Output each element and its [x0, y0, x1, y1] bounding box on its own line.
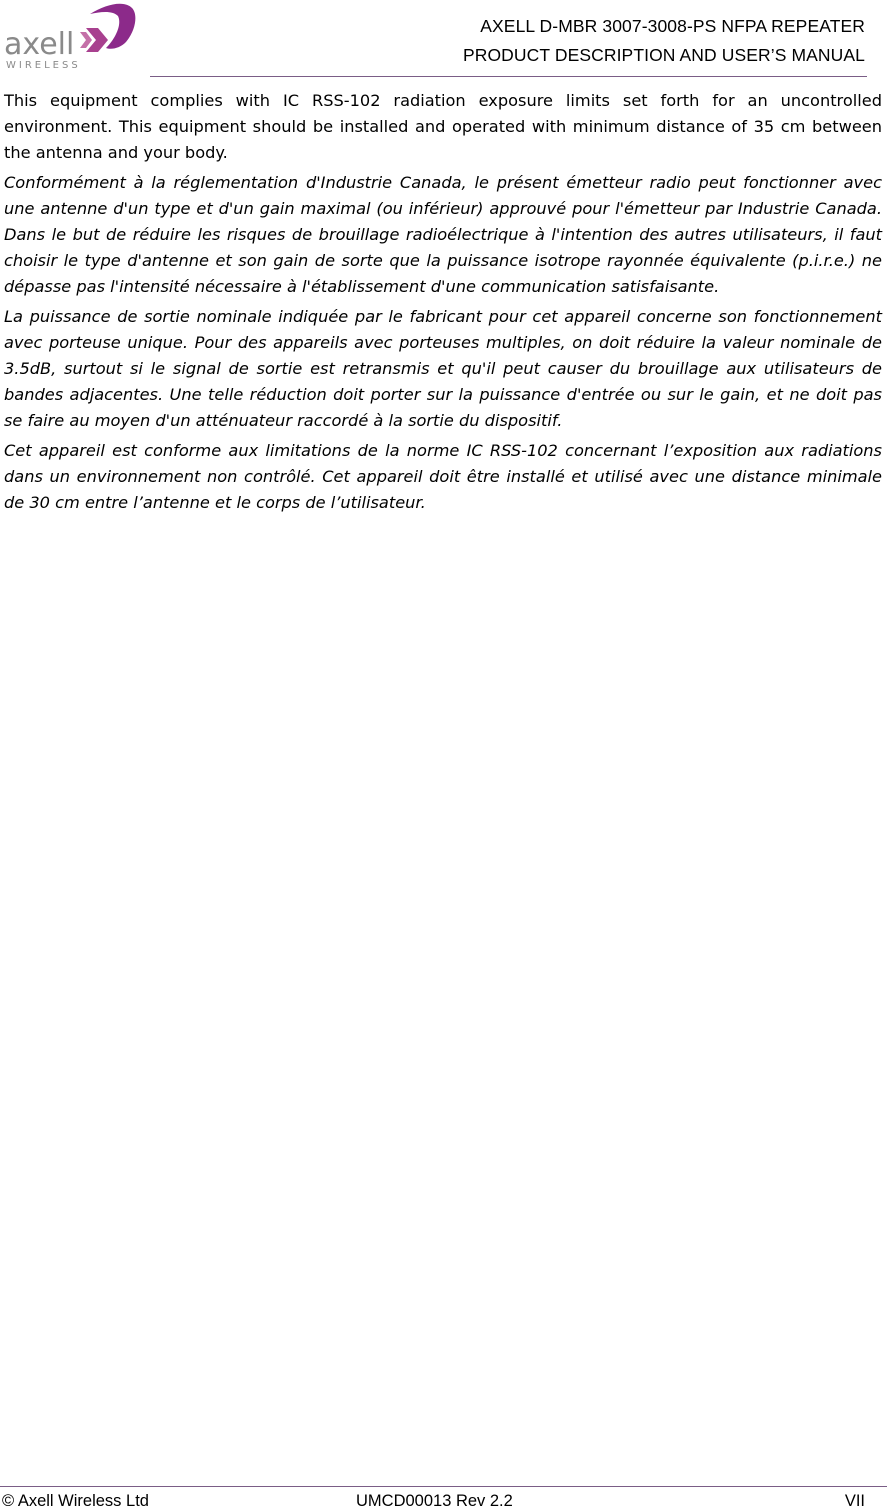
paragraph-french-output-power-notice: La puissance de sortie nominale indiquée par le fabricant pour cet appareil concerne son fonctionnement avec porteuse unique. Pour des appareils avec porteuses multiples, on doit réduire la valeur nominale de 3.5dB, surtout si le signal de sortie est retransmis et qu'il peut causer du brouillage aux utilisateurs de bandes adjacentes. Une telle réduction doit porter sur la puissance d'entrée ou sur le gain, et ne doit pas se faire au moyen d'un atténuateur raccordé à la sortie du dispositif.: [4, 307, 882, 430]
header-title-line-1: AXELL D-MBR 3007-3008-PS NFPA REPEATER: [480, 16, 865, 36]
header-divider: [150, 76, 867, 77]
paragraph-french-exposure-notice: Cet appareil est conforme aux limitations de la norme IC RSS-102 concernant l’exposition aux radiations dans un environnement non contrôlé. Cet appareil doit être installé et utilisé avec une distance minimale de 30 cm entre l’antenne et le corps de l’utilisateur.: [4, 441, 882, 512]
footer-document-id: UMCD00013 Rev 2.2: [356, 1492, 513, 1510]
logo-brand-text: axell: [4, 27, 75, 62]
header-title-line-2: PRODUCT DESCRIPTION AND USER’S MANUAL: [462, 45, 865, 65]
document-header-title: [463, 12, 865, 70]
footer-divider: [0, 1486, 887, 1487]
paragraph-french-antenna-notice: Conformément à la réglementation d'Industrie Canada, le présent émetteur radio peut fonctionner avec une antenne d'un type et d'un gain maximal (ou inférieur) approuvé pour l'émetteur par Industrie Canada. Dans le but de réduire les risques de brouillage radioélectrique à l'intention des autres utilisateurs, il faut choisir le type d'antenne et son gain de sorte que la puissance isotrope rayonnée équivalente (p.i.r.e.) ne dépasse pas l'intensité nécessaire à l'établissement d'une communication satisfaisante.: [4, 173, 882, 296]
logo-sub-text: WIRELESS: [6, 60, 81, 70]
footer-copyright: © Axell Wireless Ltd: [2, 1492, 149, 1510]
footer-page-number: VII: [844, 1492, 865, 1510]
body-text: [4, 88, 882, 520]
axell-wireless-logo: [2, 2, 138, 70]
logo-chevron-inner: [80, 32, 92, 48]
paragraph-english-exposure-notice: This equipment complies with IC RSS-102 radiation exposure limits set forth for an uncontrolled environment. This equipment should be installed and operated with minimum distance of 35 cm between the antenna and your body.: [4, 91, 882, 162]
